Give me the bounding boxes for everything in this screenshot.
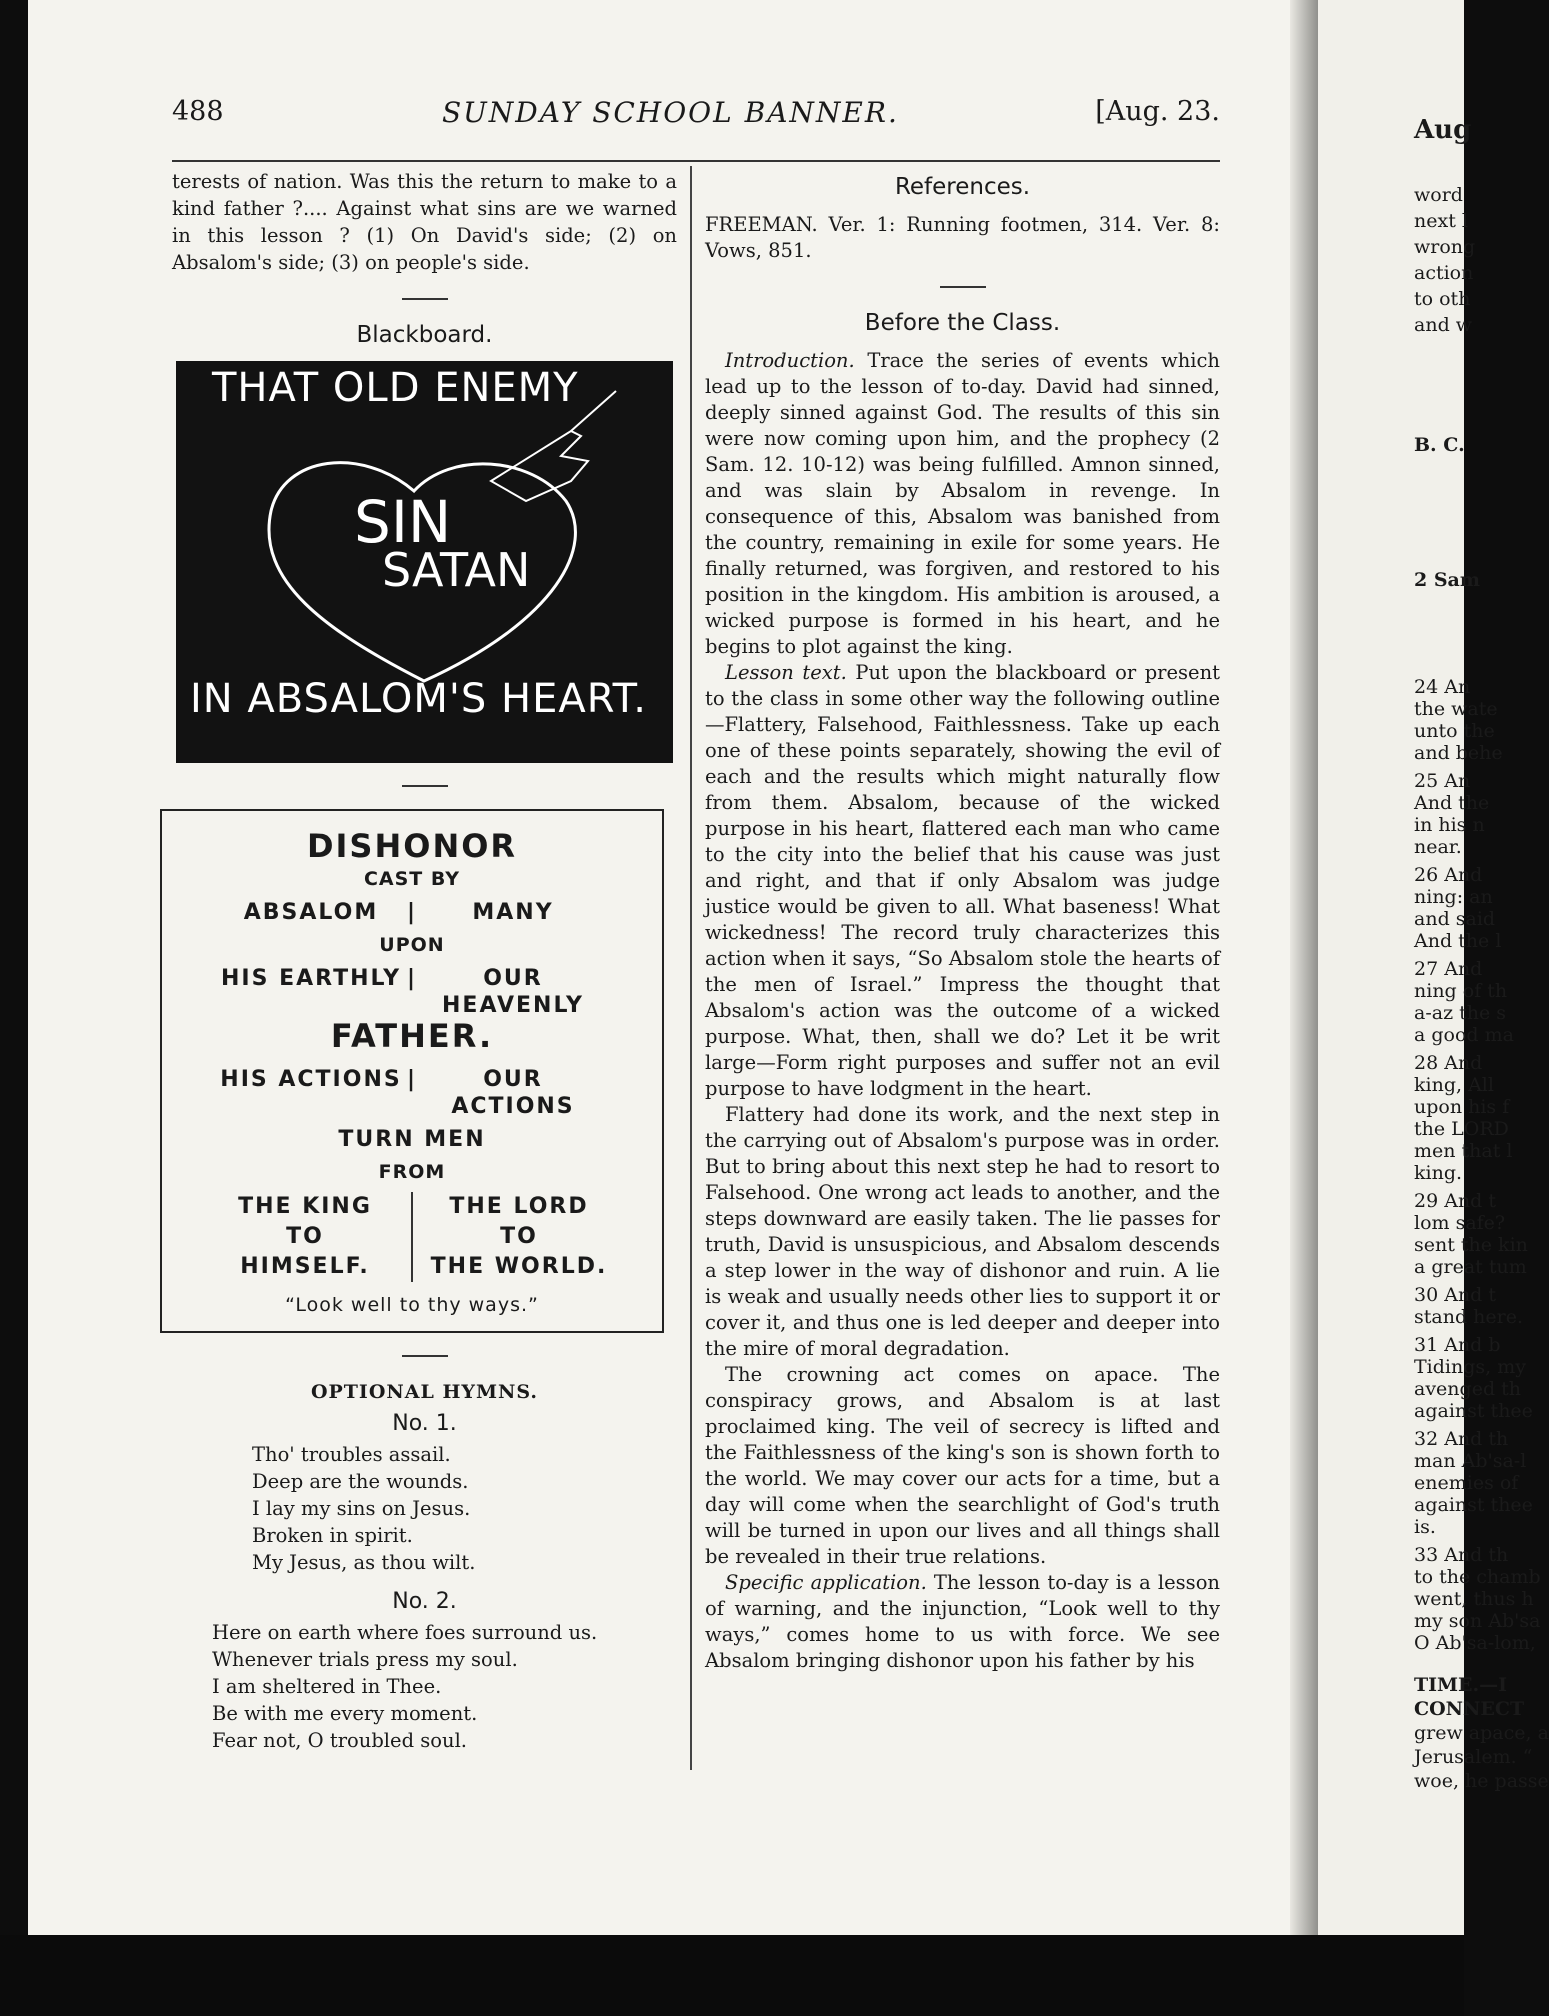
box-row: ABSALOM | MANY [162,899,662,926]
box-left-stack [205,1192,405,1282]
hymn-line: Here on earth where foes surround us. [212,1621,598,1644]
box-line: UPON [379,934,445,956]
facing-page-line: the LORD [1414,1118,1509,1140]
facing-page-line: 29 And t [1414,1190,1497,1212]
facing-page-line: to oth [1414,288,1471,310]
facing-page-line: my son Ab'sa [1414,1610,1541,1632]
facing-page-line: Aug [1414,115,1472,145]
facing-page-line: enemies of [1414,1472,1519,1494]
box-cell: TO [500,1224,538,1249]
facing-page-line: against thee [1414,1400,1533,1422]
box-row: HIS EARTHLY | OUR HEAVENLY [162,965,662,1019]
facing-page-line: in his n [1414,814,1485,836]
hymn-line: I am sheltered in Thee. [212,1675,442,1698]
left-column [172,168,677,1754]
facing-page-line: near. [1414,836,1462,858]
facing-page-line: the wate [1414,698,1498,720]
blackboard-sin: SIN [354,488,452,556]
hymn-line: Broken in spirit. [252,1524,413,1547]
blackboard-bottom-text: IN ABSALOM'S HEART. [190,676,647,722]
facing-page-line: Tidings, my [1414,1356,1526,1378]
facing-page-line: and w [1414,314,1473,336]
header-rule [172,160,1220,162]
box-line: TURN MEN [338,1127,486,1152]
facing-page-line: stand here. [1414,1306,1523,1328]
intro-paragraph: terests of nation. Was this the return to make to a kind father ?.... Against what sins are we warned in this lesson ? (1) On David's side; (2) on Absalom's side; (3) on people's side. [172,170,677,274]
facing-page-line: against thee [1414,1494,1533,1516]
box-line: FATHER. [330,1017,494,1055]
facing-page-line: next l [1414,210,1468,232]
specific-application-body: The lesson to-day is a lesson of warning, and the injunction, “Look well to thy ways,” comes home to us with force. We see Absalom bringing dishonor upon his father by his [705,1571,1220,1672]
facing-page-line: upon his f [1414,1096,1510,1118]
lesson-text-label: Lesson text. [725,661,847,684]
box-row: HIS ACTIONS | OUR ACTIONS [162,1066,662,1120]
scan-border [0,1935,1464,2016]
facing-page-line: ning of th [1414,980,1508,1002]
box-final-row [162,1192,662,1282]
facing-page-line: grew apace, a [1414,1722,1549,1744]
blackboard-top-text: THAT OLD ENEMY [212,365,579,411]
facing-page-line: and said [1414,908,1496,930]
box-cell: OUR HEAVENLY [442,966,584,1018]
box-cell: HIS ACTIONS [220,1067,402,1092]
right-column [705,168,1220,1674]
box-line: FROM [378,1161,446,1183]
crowning-paragraph: The crowning act comes on apace. The conspiracy grows, and Absalom is at last proclaimed king. The veil of secrecy is lifted and the Faithlessness of the king's son is shown forth to the world. We may cover our acts for a time, but a day will come when the searchlight of God's truth will be turned in upon our lives and all things shall be revealed in their true relations. [705,1363,1220,1568]
references-text: FREEMAN. Ver. 1: Running footmen, 314. Ver. 8: Vows, 851. [705,213,1220,262]
facing-page-line: went, thus h [1414,1588,1534,1610]
facing-page-line: sent the kin [1414,1234,1528,1256]
hymn-line: I lay my sins on Jesus. [252,1497,471,1520]
hymns-title: OPTIONAL HYMNS. [310,1381,539,1403]
facing-page-line: woe, he passe [1414,1770,1549,1792]
page-number: 488 [172,96,224,127]
facing-page-line: 31 And b [1414,1334,1501,1356]
facing-page-line: to the chamb [1414,1566,1541,1588]
hymn-1 [172,1441,677,1576]
facing-page-line: men that l [1414,1140,1513,1162]
box-cell: HIS EARTHLY [220,966,402,991]
box-cell: ABSALOM [243,900,379,925]
blackboard-title: Blackboard. [356,322,493,348]
box-cell: OUR ACTIONS [451,1067,575,1119]
facing-page-line: 24 An [1414,676,1471,698]
header-date: [Aug. 23. [1095,96,1220,127]
facing-page-line: 27 And [1414,958,1483,980]
section-divider [402,1355,448,1357]
section-divider [402,785,448,787]
facing-page-line: 33 And th [1414,1544,1509,1566]
section-divider [402,298,448,300]
column-divider [690,166,692,1770]
hymn-line: Tho' troubles assail. [252,1443,451,1466]
facing-page-line: unto the [1414,720,1495,742]
facing-page-line: Jerusalem. “ [1414,1746,1533,1768]
facing-page-line: And the [1414,792,1490,814]
box-cell: HIMSELF. [240,1254,370,1279]
facing-page-line: a-az the s [1414,1002,1507,1024]
hymn-number-1: No. 1. [392,1411,457,1436]
blackboard-satan: SATAN [382,543,531,597]
facing-page-line: and behe [1414,742,1503,764]
facing-page-line: king, All [1414,1074,1494,1096]
facing-page-line: O Ab'sa-lom, [1414,1632,1536,1654]
dishonor-box [160,809,664,1333]
hymn-line: Deep are the wounds. [252,1470,469,1493]
facing-page-line: TIME.—I [1414,1674,1508,1696]
facing-page-line: lom safe? [1414,1212,1506,1234]
box-right-stack [419,1192,619,1282]
facing-page-line: 32 And th [1414,1428,1509,1450]
facing-page-line: king. [1414,1162,1463,1184]
running-header [172,96,1220,136]
lesson-text-paragraph [705,660,1220,1102]
box-cell: TO [286,1224,324,1249]
facing-page-line: And the l [1414,930,1502,952]
facing-page-line: B. C. [1414,434,1465,456]
blackboard-illustration [176,361,673,763]
facing-page-line: CONNECT [1414,1698,1525,1720]
facing-page-line: wrong [1414,236,1476,258]
facing-page-line: a great tum [1414,1256,1527,1278]
facing-page-line: man Ab'sa-l [1414,1450,1527,1472]
facing-page-line: is. [1414,1516,1436,1538]
facing-page-line: 25 An [1414,770,1471,792]
facing-page-line: ning: an [1414,886,1493,908]
facing-page-fragment [1318,0,1549,1965]
before-class-title: Before the Class. [864,310,1061,336]
hymn-line: Whenever trials press my soul. [212,1648,518,1671]
dishonor-title: DISHONOR [306,827,518,865]
facing-page-line: avenged th [1414,1378,1522,1400]
box-cell: MANY [472,900,554,925]
hymn-line: Fear not, O troubled soul. [212,1729,468,1752]
facing-page-line: 28 And [1414,1052,1483,1074]
box-line: CAST BY [363,868,461,890]
references-title: References. [894,174,1031,200]
facing-page-line: 30 And t [1414,1284,1497,1306]
introduction-body: Trace the series of events which lead up to the lesson of to-day. David had sinned, deeply sinned against God. The results of this sin were now coming upon him, and the prophecy (2 Sam. 12. 10-12) was being fulfilled. Amnon sinned, and was slain by Absalom in revenge. In consequence of this, Absalom was banished from the country, remaining in exile for some years. He finally returned, was forgiven, and restored to his position in the kingdom. His ambition is aroused, a wicked purpose is formed in his heart, and he begins to plot against the king. [705,349,1220,658]
facing-page-line: action [1414,262,1474,284]
section-divider [940,286,986,288]
introduction-label: Introduction. [725,349,855,372]
facing-page-line: 2 Sam [1414,569,1480,591]
box-cell: THE WORLD. [430,1254,608,1279]
running-title: SUNDAY SCHOOL BANNER. [442,96,899,129]
flattery-paragraph: Flattery had done its work, and the next step in the carrying out of Absalom's purpose was in order. But to bring about this next step he had to resort to Falsehood. One wrong act leads to another, and the steps downward are easily taken. The lie passes for truth, David is unsuspicious, and Absalom descends a step lower in the way of dishonor and ruin. A lie is weak and usually needs other lies to support it or cover it, and thus one is led deeper and deeper into the mire of moral degradation. [705,1103,1220,1360]
facing-page-line: 26 And [1414,864,1483,886]
introduction-paragraph [705,348,1220,660]
box-quote: “Look well to thy ways.” [285,1294,539,1316]
hymn-number-2: No. 2. [392,1589,457,1614]
box-vertical-divider [411,1192,413,1282]
hymn-line: Be with me every moment. [212,1702,478,1725]
specific-application-label: Specific application. [725,1571,927,1594]
page-gutter-shadow [1290,0,1320,1965]
hymn-2 [172,1619,677,1754]
box-cell: THE LORD [449,1194,589,1219]
facing-page-line: word [1414,184,1463,206]
lesson-text-body: Put upon the blackboard or present to the class in some other way the following outline—Flattery, Falsehood, Faithlessness. Take up each one of these points separately, showing the evil of each and the results which might naturally flow from them. Absalom, because of the wicked purpose in his heart, flattered each man who came to the city into the belief that his cause was just and right, and that if only Absalom was judge justice would be given to all. What baseness! What wickedness! The record truly characterizes this action when it says, “So Absalom stole the hearts of the men of Israel.” Impress the thought that Absalom's action was the outcome of a wicked purpose. What, then, shall we do? Let it be writ large—Form right purposes and suffer not an evil purpose to have lodgment in the heart. [705,661,1220,1100]
specific-application-paragraph [705,1570,1220,1674]
facing-page-line: a good ma [1414,1024,1514,1046]
box-cell: THE KING [238,1194,372,1219]
hymn-line: My Jesus, as thou wilt. [252,1551,476,1574]
